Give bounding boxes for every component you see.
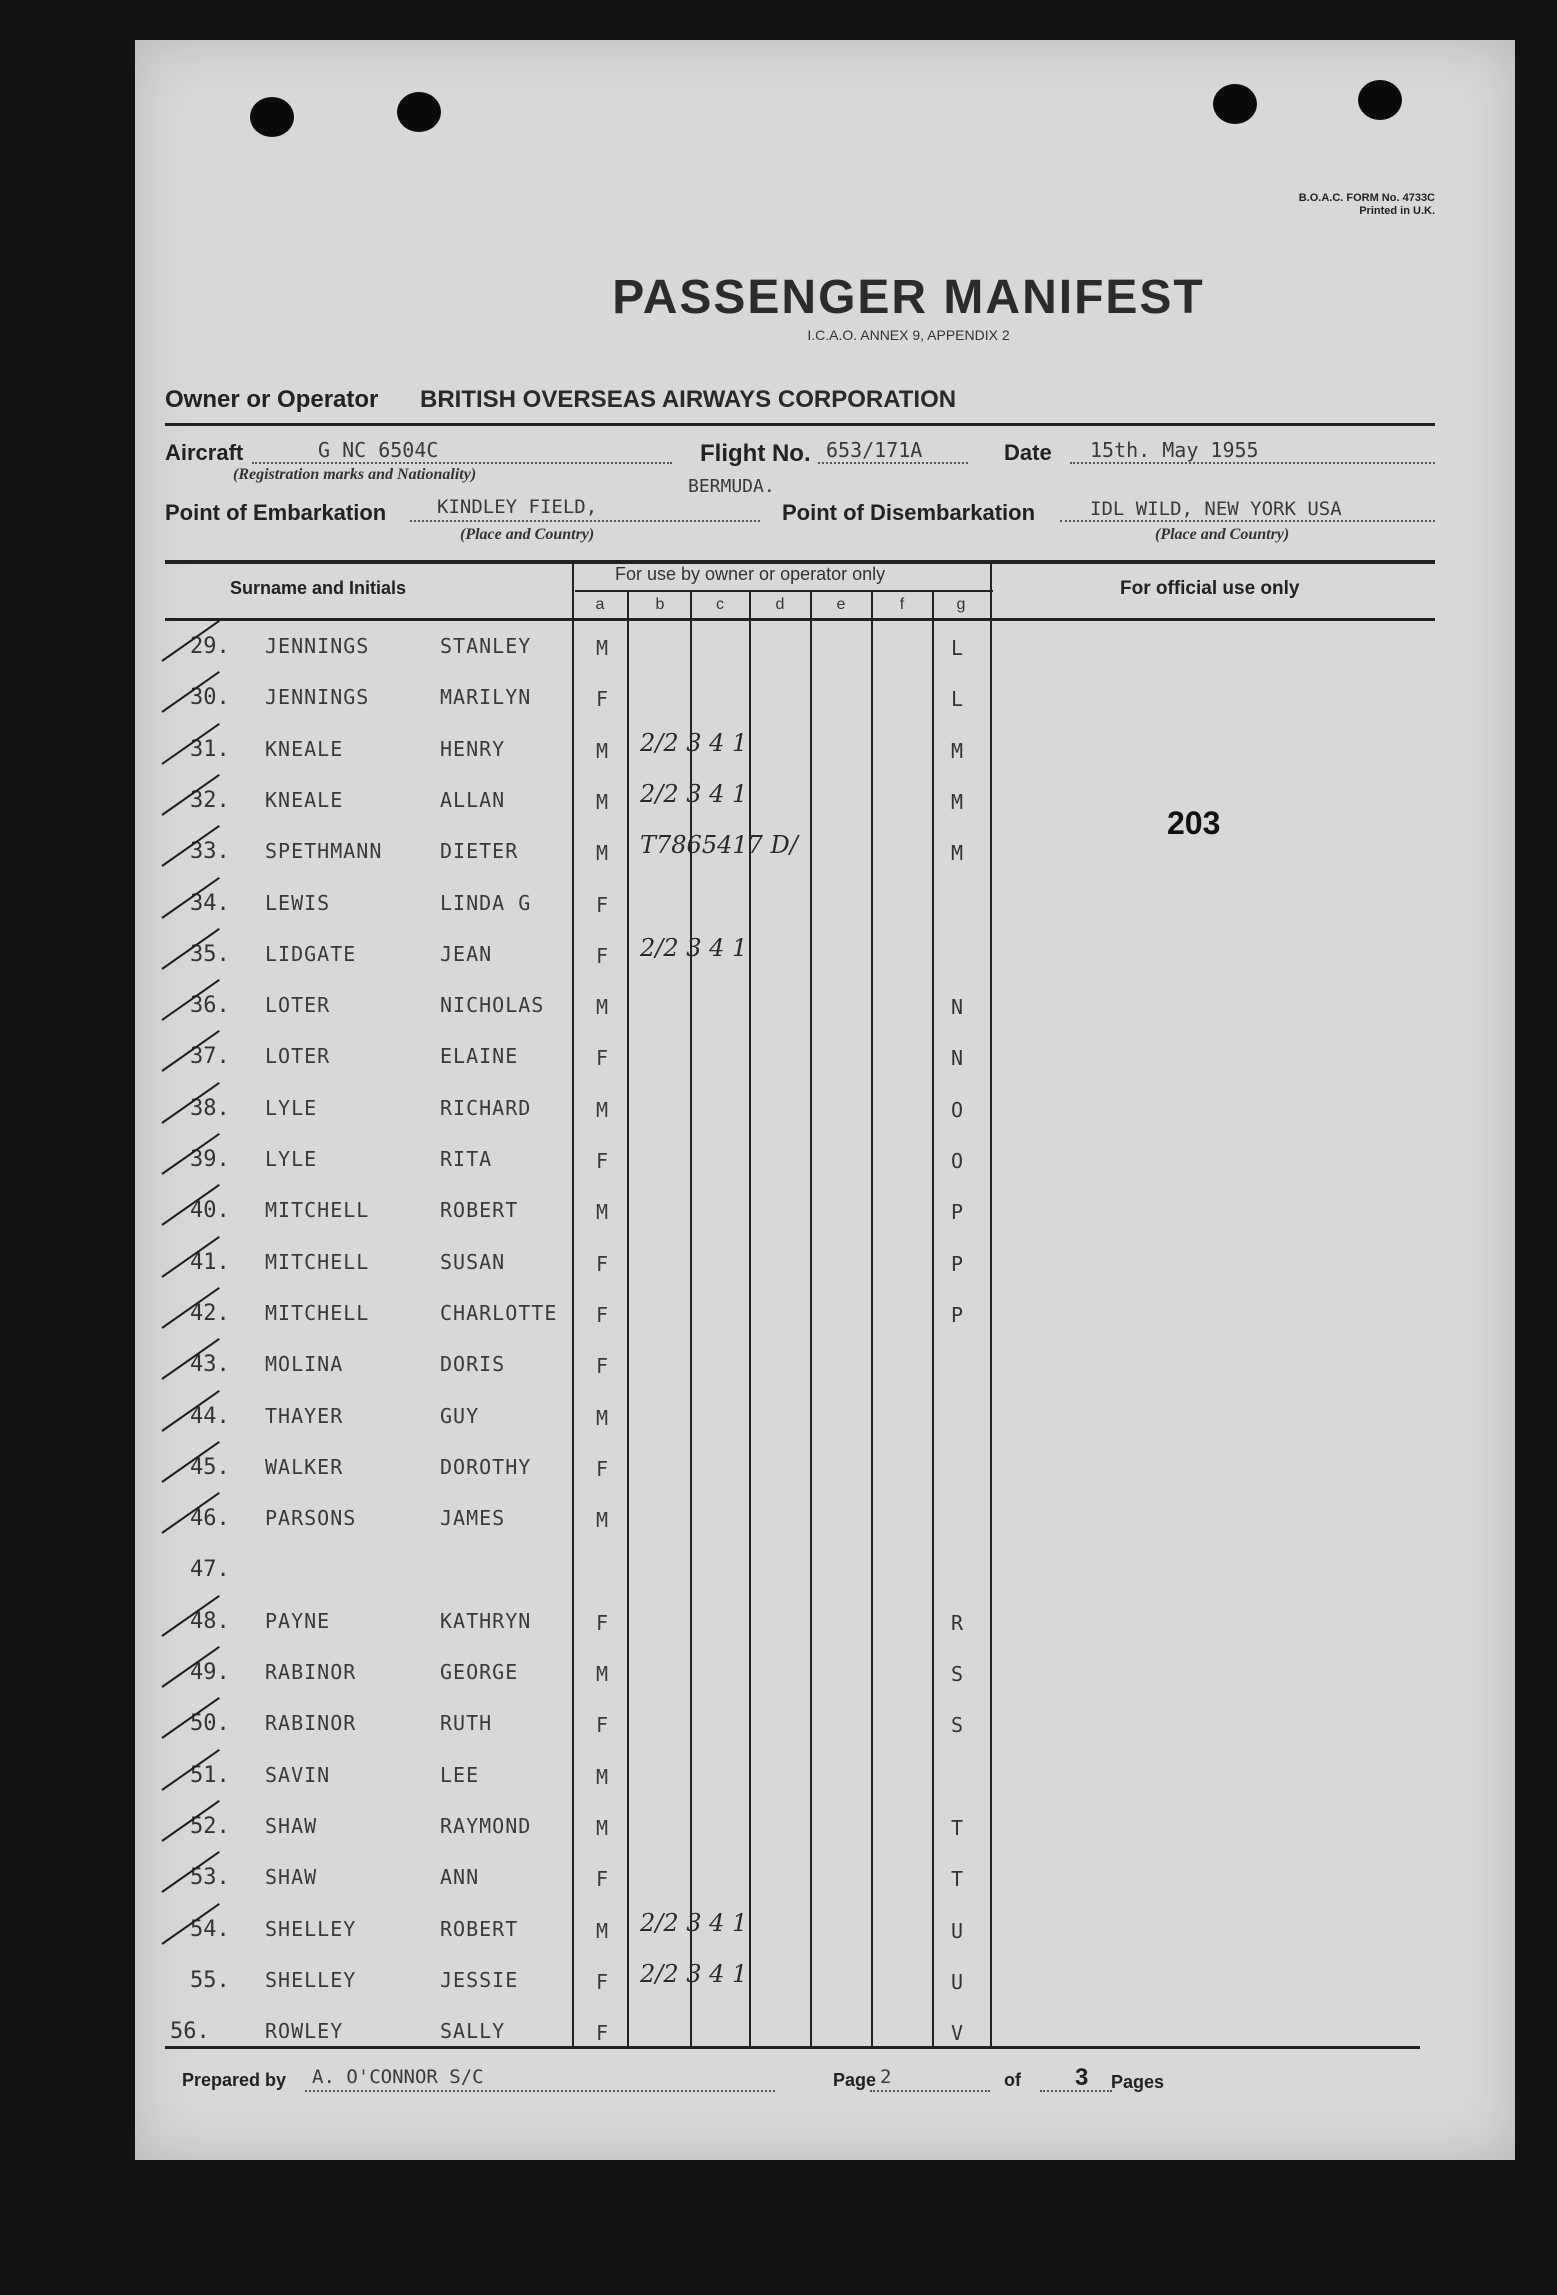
passenger-given-name: JAMES — [440, 1506, 506, 1530]
passenger-code-g: O — [951, 1149, 964, 1173]
table-row — [0, 1186, 964, 1236]
passenger-code-g: U — [951, 1919, 964, 1943]
passenger-surname: MITCHELL — [265, 1301, 370, 1325]
passenger-surname: LYLE — [265, 1096, 318, 1120]
passenger-given-name: ELAINE — [440, 1044, 519, 1068]
aircraft-label: Aircraft — [165, 440, 244, 465]
punch-hole — [250, 97, 294, 137]
passenger-number: 48. — [190, 1609, 230, 1634]
embarkation-value-line1: BERMUDA. — [688, 476, 775, 497]
owner-value: BRITISH OVERSEAS AIRWAYS CORPORATION — [420, 386, 957, 413]
passenger-number: 39. — [190, 1147, 230, 1172]
passenger-code-g: P — [951, 1200, 964, 1224]
passenger-sex: F — [596, 1252, 609, 1276]
table-row — [0, 1032, 964, 1082]
handwritten-note: 2/2 3 4 1 — [640, 780, 748, 808]
embarkation-label: Point of Embarkation — [165, 500, 387, 525]
form-number: B.O.A.C. FORM No. 4733C Printed in U.K. — [1298, 192, 1435, 217]
passenger-number: 54. — [190, 1917, 230, 1942]
passenger-number: 37. — [190, 1044, 230, 1069]
aircraft-note: (Registration marks and Nationality) — [233, 466, 477, 483]
table-header-border — [165, 618, 1435, 621]
passenger-given-name: GUY — [440, 1404, 480, 1428]
table-row — [0, 879, 860, 929]
passenger-given-name: RITA — [440, 1147, 493, 1171]
passenger-sex: F — [596, 1713, 609, 1737]
passenger-surname: SHELLEY — [265, 1968, 357, 1992]
passenger-code-g: U — [951, 1970, 964, 1994]
passenger-number: 55. — [190, 1968, 230, 1993]
prepared-value: A. O'CONNOR S/C — [312, 2066, 484, 2088]
col-header-f: f — [899, 596, 905, 613]
col-header-b: b — [655, 596, 665, 613]
passenger-surname: RABINOR — [265, 1660, 357, 1684]
table-row — [0, 1905, 964, 1955]
table-row — [0, 1340, 860, 1390]
passenger-surname: JENNINGS — [265, 685, 370, 709]
table-row — [0, 981, 964, 1031]
passenger-given-name: RAYMOND — [440, 1814, 532, 1838]
passenger-surname: LIDGATE — [265, 942, 357, 966]
passenger-number: 34. — [190, 891, 230, 916]
passenger-given-name: SUSAN — [440, 1250, 506, 1274]
page-label: Page — [833, 2070, 877, 2090]
passenger-number: 41. — [190, 1250, 230, 1275]
passenger-sex: F — [596, 1046, 609, 1070]
passenger-number: 53. — [190, 1865, 230, 1890]
passenger-given-name: DIETER — [440, 839, 519, 863]
table-row — [0, 1751, 860, 1801]
passenger-sex: M — [596, 790, 609, 814]
owner-label: Owner or Operator — [165, 386, 379, 413]
handwritten-note: 2/2 3 4 1 — [640, 1909, 748, 1937]
passenger-given-name: LINDA G — [440, 891, 532, 915]
passenger-sex: M — [596, 1816, 609, 1840]
aircraft-value: G NC 6504C — [318, 438, 439, 462]
passenger-surname: THAYER — [265, 1404, 344, 1428]
passenger-sex: F — [596, 687, 609, 711]
col-header-c: c — [716, 596, 724, 613]
prepared-underline — [305, 2090, 775, 2092]
passenger-number: 33. — [190, 839, 230, 864]
table-row — [0, 930, 860, 980]
passenger-sex: F — [596, 944, 609, 968]
table-row — [0, 622, 964, 672]
total-pages-value: 3 — [1075, 2064, 1089, 2091]
passenger-code-g: O — [951, 1098, 964, 1122]
passenger-surname: PAYNE — [265, 1609, 331, 1633]
table-row — [0, 1545, 860, 1595]
passenger-number: 46. — [190, 1506, 230, 1531]
passenger-sex: F — [596, 1457, 609, 1481]
passenger-given-name: ROBERT — [440, 1198, 519, 1222]
column-divider — [932, 592, 934, 2046]
passenger-number: 43. — [190, 1352, 230, 1377]
passenger-given-name: NICHOLAS — [440, 993, 545, 1017]
table-row — [0, 1648, 964, 1698]
passenger-given-name: JEAN — [440, 942, 493, 966]
passenger-code-g: T — [951, 1816, 964, 1840]
passenger-sex: M — [596, 995, 609, 1019]
table-row — [0, 1597, 964, 1647]
passenger-code-g: V — [951, 2021, 964, 2045]
passenger-code-g: R — [951, 1611, 964, 1635]
passenger-surname: SHELLEY — [265, 1917, 357, 1941]
official-number-stamp: 203 — [1167, 805, 1221, 841]
pages-label: Pages — [1111, 2072, 1165, 2092]
passenger-surname: MITCHELL — [265, 1198, 370, 1222]
passenger-given-name: ALLAN — [440, 788, 506, 812]
date-value: 15th. May 1955 — [1090, 438, 1259, 462]
passenger-given-name: RICHARD — [440, 1096, 532, 1120]
table-row — [0, 1494, 860, 1544]
passenger-given-name: GEORGE — [440, 1660, 519, 1684]
operator-header: For use by owner or operator only — [615, 564, 886, 584]
of-label: of — [1004, 2070, 1021, 2090]
passenger-sex: F — [596, 2021, 609, 2045]
passenger-given-name: STANLEY — [440, 634, 532, 658]
passenger-number: 44. — [190, 1404, 230, 1429]
disembarkation-underline — [1060, 520, 1435, 522]
prepared-label: Prepared by — [182, 2070, 287, 2090]
passenger-sex: M — [596, 739, 609, 763]
table-row — [0, 1802, 964, 1852]
table-row — [0, 1084, 964, 1134]
passenger-number: 29. — [190, 634, 230, 659]
passenger-number: 56. — [170, 2019, 210, 2044]
page-title: PASSENGER MANIFEST — [612, 271, 1205, 324]
embarkation-note: (Place and Country) — [460, 526, 595, 543]
passenger-surname: WALKER — [265, 1455, 344, 1479]
total-underline — [1040, 2090, 1112, 2092]
passenger-number: 31. — [190, 737, 230, 762]
disembarkation-label: Point of Disembarkation — [782, 500, 1036, 525]
passenger-sex: M — [596, 1508, 609, 1532]
passenger-sex: M — [596, 841, 609, 865]
handwritten-note: 2/2 3 4 1 — [640, 1960, 748, 1988]
passenger-code-g: T — [951, 1867, 964, 1891]
passenger-given-name: RUTH — [440, 1711, 493, 1735]
punch-hole — [1213, 84, 1257, 124]
passenger-surname: KNEALE — [265, 737, 344, 761]
passenger-number: 52. — [190, 1814, 230, 1839]
col-header-g: g — [956, 596, 966, 613]
passenger-number: 36. — [190, 993, 230, 1018]
passenger-given-name: ROBERT — [440, 1917, 519, 1941]
passenger-code-g: L — [951, 687, 964, 711]
page-value: 2 — [880, 2066, 892, 2088]
passenger-number: 30. — [190, 685, 230, 710]
passenger-given-name: CHARLOTTE — [440, 1301, 558, 1325]
passenger-number: 35. — [190, 942, 230, 967]
table-row — [0, 1699, 964, 1749]
passenger-given-name: DORIS — [440, 1352, 506, 1376]
passenger-sex: M — [596, 1406, 609, 1430]
passenger-sex: M — [596, 1765, 609, 1789]
col-header-a: a — [595, 596, 605, 613]
table-row — [0, 1853, 964, 1903]
passenger-code-g: M — [951, 739, 964, 763]
flight-underline — [818, 462, 968, 464]
passenger-sex: F — [596, 1303, 609, 1327]
handwritten-note: T7865417 D/ — [640, 831, 798, 859]
passenger-surname: SAVIN — [265, 1763, 331, 1787]
passenger-number: 38. — [190, 1096, 230, 1121]
col-header-e: e — [836, 596, 846, 613]
surname-header: Surname and Initials — [230, 578, 407, 598]
passenger-surname: LYLE — [265, 1147, 318, 1171]
passenger-given-name: ANN — [440, 1865, 480, 1889]
passenger-surname: LEWIS — [265, 891, 331, 915]
passenger-code-g: S — [951, 1713, 964, 1737]
passenger-given-name: KATHRYN — [440, 1609, 532, 1633]
page-subtitle: I.C.A.O. ANNEX 9, APPENDIX 2 — [807, 327, 1010, 343]
aircraft-underline — [252, 462, 672, 464]
flight-value: 653/171A — [826, 438, 923, 462]
passenger-surname: JENNINGS — [265, 634, 370, 658]
column-divider — [990, 562, 992, 2046]
table-row — [0, 673, 964, 723]
passenger-given-name: JESSIE — [440, 1968, 519, 1992]
date-label: Date — [1004, 440, 1052, 465]
table-row — [0, 2007, 964, 2057]
passenger-number: 32. — [190, 788, 230, 813]
passenger-sex: F — [596, 1354, 609, 1378]
passenger-code-g: M — [951, 790, 964, 814]
table-row — [0, 725, 964, 775]
embarkation-underline — [410, 520, 760, 522]
passenger-number: 47. — [190, 1557, 230, 1582]
passenger-number: 50. — [190, 1711, 230, 1736]
page-underline — [870, 2090, 990, 2092]
table-row — [0, 776, 964, 826]
passenger-code-g: L — [951, 636, 964, 660]
passenger-surname: SPETHMANN — [265, 839, 383, 863]
divider — [165, 423, 1435, 426]
passenger-sex: M — [596, 636, 609, 660]
passenger-given-name: MARILYN — [440, 685, 532, 709]
passenger-given-name: SALLY — [440, 2019, 506, 2043]
passenger-code-g: P — [951, 1303, 964, 1327]
passenger-surname: LOTER — [265, 1044, 331, 1068]
passenger-number: 49. — [190, 1660, 230, 1685]
passenger-given-name: HENRY — [440, 737, 506, 761]
table-row — [0, 1392, 860, 1442]
passenger-sex: M — [596, 1200, 609, 1224]
passenger-sex: F — [596, 1867, 609, 1891]
passenger-code-g: M — [951, 841, 964, 865]
passenger-number: 45. — [190, 1455, 230, 1480]
column-divider — [871, 592, 873, 2046]
passenger-sex: F — [596, 1149, 609, 1173]
passenger-surname: SHAW — [265, 1865, 318, 1889]
passenger-sex: F — [596, 893, 609, 917]
passenger-surname: LOTER — [265, 993, 331, 1017]
table-row — [0, 1238, 964, 1288]
table-row — [0, 1135, 964, 1185]
passenger-surname: SHAW — [265, 1814, 318, 1838]
punch-hole — [397, 92, 441, 132]
disembarkation-value: IDL WILD, NEW YORK USA — [1090, 498, 1342, 520]
passenger-surname: RABINOR — [265, 1711, 357, 1735]
passenger-code-g: N — [951, 995, 964, 1019]
handwritten-note: 2/2 3 4 1 — [640, 934, 748, 962]
table-row — [0, 1956, 964, 2006]
passenger-sex: F — [596, 1611, 609, 1635]
col-header-d: d — [775, 596, 785, 613]
disembarkation-note: (Place and Country) — [1155, 526, 1290, 543]
passenger-given-name: LEE — [440, 1763, 480, 1787]
passenger-code-g: S — [951, 1662, 964, 1686]
passenger-surname: MOLINA — [265, 1352, 344, 1376]
punch-hole — [1358, 80, 1402, 120]
passenger-number: 42. — [190, 1301, 230, 1326]
official-header: For official use only — [1120, 578, 1300, 599]
passenger-surname: PARSONS — [265, 1506, 357, 1530]
table-row — [0, 1443, 860, 1493]
table-row — [0, 1289, 964, 1339]
passenger-number: 40. — [190, 1198, 230, 1223]
handwritten-note: 2/2 3 4 1 — [640, 729, 748, 757]
passenger-sex: F — [596, 1970, 609, 1994]
passenger-surname: KNEALE — [265, 788, 344, 812]
date-underline — [1070, 462, 1435, 464]
passenger-sex: M — [596, 1098, 609, 1122]
passenger-surname: MITCHELL — [265, 1250, 370, 1274]
passenger-surname: ROWLEY — [265, 2019, 344, 2043]
table-row — [0, 827, 964, 877]
passenger-code-g: N — [951, 1046, 964, 1070]
passenger-code-g: P — [951, 1252, 964, 1276]
passenger-given-name: DOROTHY — [440, 1455, 532, 1479]
passenger-sex: M — [596, 1662, 609, 1686]
passenger-sex: M — [596, 1919, 609, 1943]
passenger-number: 51. — [190, 1763, 230, 1788]
flight-label: Flight No. — [700, 440, 811, 467]
embarkation-value-line2: KINDLEY FIELD, — [437, 496, 598, 518]
operator-header-rule — [575, 590, 993, 592]
